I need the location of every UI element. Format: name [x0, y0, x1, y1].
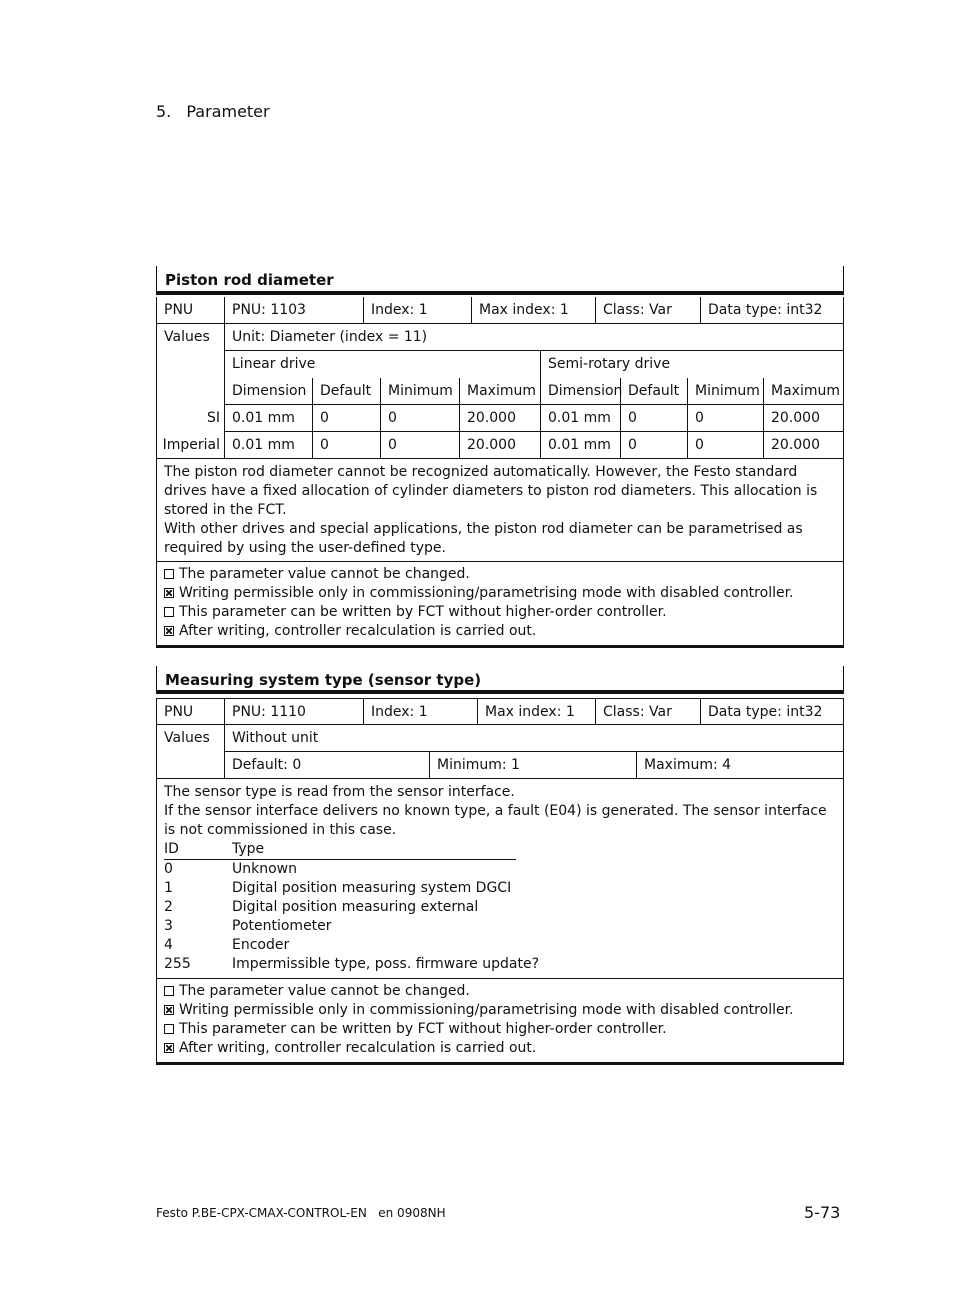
type-name: Impermissible type, poss. firmware update?	[232, 956, 540, 972]
column-header: Maximum	[459, 378, 540, 405]
column-header: Dimension	[540, 378, 620, 405]
type-name: Potentiometer	[232, 918, 332, 934]
type-table-header	[164, 840, 516, 860]
description-paragraph: The sensor type is read from the sensor interface.	[164, 784, 515, 800]
index-value: Index: 1	[363, 698, 477, 725]
type-row	[164, 955, 836, 974]
table-cell: 20.000	[763, 432, 844, 459]
unchecked-box-icon	[164, 569, 174, 579]
table-cell: 0	[687, 405, 763, 432]
type-id: 2	[164, 899, 173, 915]
sensor-description	[156, 779, 844, 979]
checkbox-row	[164, 1020, 836, 1039]
table-cell: 0.01 mm	[224, 432, 312, 459]
table-cell: 20.000	[459, 432, 540, 459]
column-header: Minimum	[687, 378, 763, 405]
chapter-heading	[156, 102, 270, 121]
type-id: 255	[164, 956, 191, 972]
type-name: Encoder	[232, 937, 290, 953]
column-header: Dimension	[224, 378, 312, 405]
piston-title: Piston rod diameter	[156, 266, 844, 295]
type-name: Unknown	[232, 861, 297, 877]
unit-value: Unit: Diameter (index = 11)	[224, 324, 844, 351]
table-cell: 20.000	[763, 405, 844, 432]
type-name: Digital position measuring system DGCI	[232, 880, 512, 896]
type-row	[164, 879, 836, 898]
row-label: Imperial	[156, 432, 224, 459]
checkbox-label: The parameter value cannot be changed.	[179, 566, 470, 582]
checked-box-icon	[164, 626, 174, 636]
chapter-number: 5.	[156, 102, 172, 121]
table-cell: 0	[312, 432, 380, 459]
type-row	[164, 917, 836, 936]
checkbox-row	[164, 584, 836, 603]
checkbox-row	[164, 1039, 836, 1058]
pnu-label: PNU	[156, 698, 224, 725]
table-cell: 0	[380, 405, 459, 432]
data-type-value: Data type: int32	[700, 698, 844, 725]
checked-box-icon	[164, 588, 174, 598]
sensor-title: Measuring system type (sensor type)	[156, 666, 844, 694]
description-paragraph: The piston rod diameter cannot be recognized automatically. However, the Festo standard drives have a fixed allocation of cylinder diameters to piston rod diameters. This allocation is stored in the FCT.	[164, 464, 818, 518]
description-paragraph: With other drives and special applications, the piston rod diameter can be parametrised as required by using the user-defined type.	[164, 521, 803, 556]
table-cell: 0	[620, 432, 687, 459]
checked-box-icon	[164, 1005, 174, 1015]
description-paragraph: If the sensor interface delivers no known type, a fault (E04) is generated. The sensor interface is not commissioned in this case.	[164, 803, 827, 838]
unchecked-box-icon	[164, 986, 174, 996]
chapter-title: Parameter	[186, 102, 270, 121]
checkbox-row	[164, 603, 836, 622]
class-value: Class: Var	[595, 297, 700, 324]
column-header: Default	[312, 378, 380, 405]
checkbox-label: Writing permissible only in commissioning/parametrising mode with disabled controller.	[179, 1002, 794, 1018]
pnu-label: PNU	[156, 297, 224, 324]
semi-rotary-drive-label: Semi-rotary drive	[540, 351, 844, 378]
index-value: Index: 1	[363, 297, 471, 324]
checkbox-label: The parameter value cannot be changed.	[179, 983, 470, 999]
pnu-value: PNU: 1110	[224, 698, 363, 725]
checked-box-icon	[164, 1043, 174, 1053]
checkbox-row	[164, 982, 836, 1001]
type-header: Type	[232, 841, 265, 857]
table-cell: 0	[620, 405, 687, 432]
checkbox-row	[164, 1001, 836, 1020]
checkbox-row	[164, 565, 836, 584]
values-spacer	[156, 752, 224, 779]
piston-description	[156, 459, 844, 562]
values-label: Values	[156, 324, 224, 351]
default-value: Default: 0	[224, 752, 429, 779]
pnu-value: PNU: 1103	[224, 297, 363, 324]
checkbox-label: After writing, controller recalculation is carried out.	[179, 1040, 537, 1056]
values-label: Values	[156, 725, 224, 752]
piston-properties	[156, 562, 844, 648]
type-id: 4	[164, 937, 173, 953]
column-header: Maximum	[763, 378, 844, 405]
checkbox-label: Writing permissible only in commissioning/parametrising mode with disabled controller.	[179, 585, 794, 601]
type-id: 3	[164, 918, 173, 934]
table-cell: 0.01 mm	[540, 405, 620, 432]
unchecked-box-icon	[164, 607, 174, 617]
type-row	[164, 936, 836, 955]
sensor-properties	[156, 979, 844, 1065]
table-cell: 0.01 mm	[224, 405, 312, 432]
table-cell: 0.01 mm	[540, 432, 620, 459]
page-number: 5-73	[804, 1203, 841, 1222]
type-id: 1	[164, 880, 173, 896]
type-row	[164, 860, 836, 879]
table-cell: 0	[687, 432, 763, 459]
max-index-value: Max index: 1	[477, 698, 595, 725]
maximum-value: Maximum: 4	[636, 752, 844, 779]
linear-drive-label: Linear drive	[224, 351, 540, 378]
checkbox-row	[164, 622, 836, 641]
table-cell: 0	[312, 405, 380, 432]
checkbox-label: After writing, controller recalculation is carried out.	[179, 623, 537, 639]
max-index-value: Max index: 1	[471, 297, 595, 324]
table-cell: 0	[380, 432, 459, 459]
values-spacer	[156, 351, 224, 378]
checkbox-label: This parameter can be written by FCT without higher-order controller.	[179, 1021, 667, 1037]
checkbox-label: This parameter can be written by FCT without higher-order controller.	[179, 604, 667, 620]
row-label: SI	[156, 405, 224, 432]
column-header: Minimum	[380, 378, 459, 405]
type-name: Digital position measuring external	[232, 899, 479, 915]
type-id: 0	[164, 861, 173, 877]
minimum-value: Minimum: 1	[429, 752, 636, 779]
column-header: Default	[620, 378, 687, 405]
table-cell: 20.000	[459, 405, 540, 432]
id-header: ID	[164, 841, 179, 857]
footer-doc-id: Festo P.BE-CPX-CMAX-CONTROL-EN en 0908NH	[156, 1206, 446, 1220]
type-row	[164, 898, 836, 917]
class-value: Class: Var	[595, 698, 700, 725]
unchecked-box-icon	[164, 1024, 174, 1034]
data-type-value: Data type: int32	[700, 297, 844, 324]
values-spacer	[156, 378, 224, 405]
unit-value: Without unit	[224, 725, 844, 752]
